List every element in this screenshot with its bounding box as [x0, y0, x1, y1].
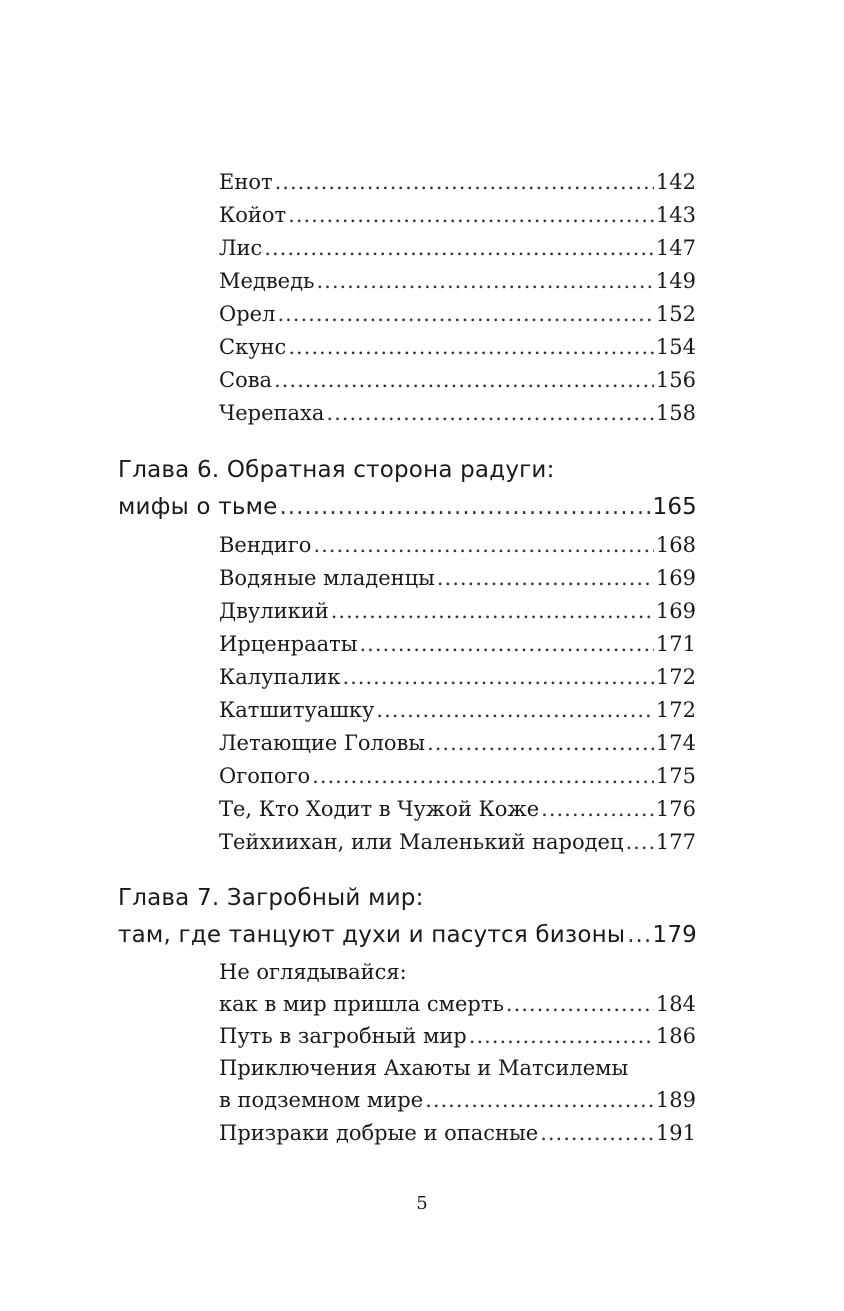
dot-leader [279, 490, 650, 524]
dot-leader [427, 728, 654, 758]
dot-leader [541, 794, 654, 824]
toc-entry [219, 167, 696, 197]
entry-title: Енот [219, 170, 273, 194]
entry-page: 172 [655, 665, 696, 689]
toc-entry [219, 596, 696, 626]
dot-leader [274, 365, 654, 395]
dot-leader [342, 662, 653, 692]
dot-leader [437, 563, 654, 593]
entry-page: 152 [655, 302, 696, 326]
dot-leader [625, 827, 653, 857]
entry-title: Скунс [219, 335, 287, 359]
entry-title: Призраки добрые и опасные [219, 1121, 539, 1145]
toc-entry [219, 530, 696, 560]
entry-page: 143 [655, 203, 696, 227]
entry-title: Огопого [219, 764, 311, 788]
chapter-7-heading-entry [118, 918, 697, 952]
toc-entry [219, 662, 696, 692]
toc-entry [219, 332, 696, 362]
entry-page: 169 [655, 566, 696, 590]
entry-title: Ирценрааты [219, 632, 358, 656]
toc-entry [219, 794, 696, 824]
entry-page: 169 [655, 599, 696, 623]
dot-leader [360, 629, 654, 659]
entry-title: Лис [219, 236, 263, 260]
toc-entry-first-line: Приключения Ахаюты и Матсилемы [219, 1056, 629, 1080]
entry-title: Тейхиихан, или Маленький народец [219, 830, 624, 854]
entry-title: Двуликий [219, 599, 329, 623]
toc-entry [219, 365, 696, 395]
dot-leader [331, 596, 654, 626]
entry-page: 168 [655, 533, 696, 557]
dot-leader [425, 1085, 654, 1115]
entry-page: 176 [655, 797, 696, 821]
entry-title: Койот [219, 203, 287, 227]
entry-title: Путь в загробный мир [219, 1024, 467, 1048]
dot-leader [288, 200, 654, 230]
toc-entry [219, 1118, 696, 1148]
entry-page: 186 [655, 1024, 696, 1048]
dot-leader [313, 530, 653, 560]
entry-title: Водяные младенцы [219, 566, 435, 590]
entry-page: 142 [655, 170, 696, 194]
entry-title: Орел [219, 302, 276, 326]
entry-title: Те, Кто Ходит в Чужой Коже [219, 797, 540, 821]
entry-title: Медведь [219, 269, 315, 293]
toc-entry [219, 989, 696, 1019]
toc-entry [219, 398, 696, 428]
dot-leader [312, 761, 654, 791]
chapter-title: мифы о тьме [118, 494, 278, 520]
entry-page: 156 [655, 368, 696, 392]
chapter-title: там, где танцуют духи и пасутся бизоны [118, 922, 626, 948]
dot-leader [288, 332, 654, 362]
entry-title: Калупалик [219, 665, 341, 689]
entry-page: 147 [655, 236, 696, 260]
toc-entry [219, 1021, 696, 1051]
entry-page: 175 [655, 764, 696, 788]
entry-title: Вендиго [219, 533, 312, 557]
toc-entry-first-line: Не оглядывайся: [219, 960, 407, 984]
entry-title: Черепаха [219, 401, 325, 425]
page-number: 5 [416, 1193, 428, 1214]
entry-page: 177 [655, 830, 696, 854]
toc-entry [219, 233, 696, 263]
toc-entry [219, 827, 696, 857]
dot-leader [469, 1021, 654, 1051]
dot-leader [540, 1118, 654, 1148]
entry-title: Летающие Головы [219, 731, 426, 755]
dot-leader [376, 695, 653, 725]
toc-entry [219, 728, 696, 758]
toc-entry [219, 761, 696, 791]
dot-leader [275, 167, 654, 197]
entry-title: в подземном мире [219, 1088, 424, 1112]
chapter-6-heading-entry [118, 490, 697, 524]
dot-leader [506, 989, 654, 1019]
entry-page: 189 [655, 1088, 696, 1112]
entry-page: 184 [655, 992, 696, 1016]
entry-title: как в мир пришла смерть [219, 992, 504, 1016]
toc-entry [219, 695, 696, 725]
dot-leader [264, 233, 654, 263]
dot-leader [316, 266, 653, 296]
dot-leader [326, 398, 653, 428]
toc-entry [219, 1085, 696, 1115]
toc-entry [219, 629, 696, 659]
chapter-7-heading: Глава 7. Загробный мир: [118, 885, 424, 911]
chapter-page: 165 [652, 494, 697, 520]
entry-page: 154 [655, 335, 696, 359]
dot-leader [627, 918, 650, 952]
entry-page: 172 [655, 698, 696, 722]
toc-entry [219, 563, 696, 593]
toc-entry [219, 266, 696, 296]
toc-entry [219, 299, 696, 329]
dot-leader [277, 299, 653, 329]
entry-page: 191 [655, 1121, 696, 1145]
entry-page: 158 [655, 401, 696, 425]
entry-title: Катшитуашку [219, 698, 375, 722]
entry-page: 171 [655, 632, 696, 656]
entry-page: 149 [655, 269, 696, 293]
entry-title: Сова [219, 368, 273, 392]
chapter-6-heading: Глава 6. Обратная сторона радуги: [118, 457, 555, 483]
toc-entry [219, 200, 696, 230]
entry-page: 174 [655, 731, 696, 755]
chapter-page: 179 [652, 922, 697, 948]
